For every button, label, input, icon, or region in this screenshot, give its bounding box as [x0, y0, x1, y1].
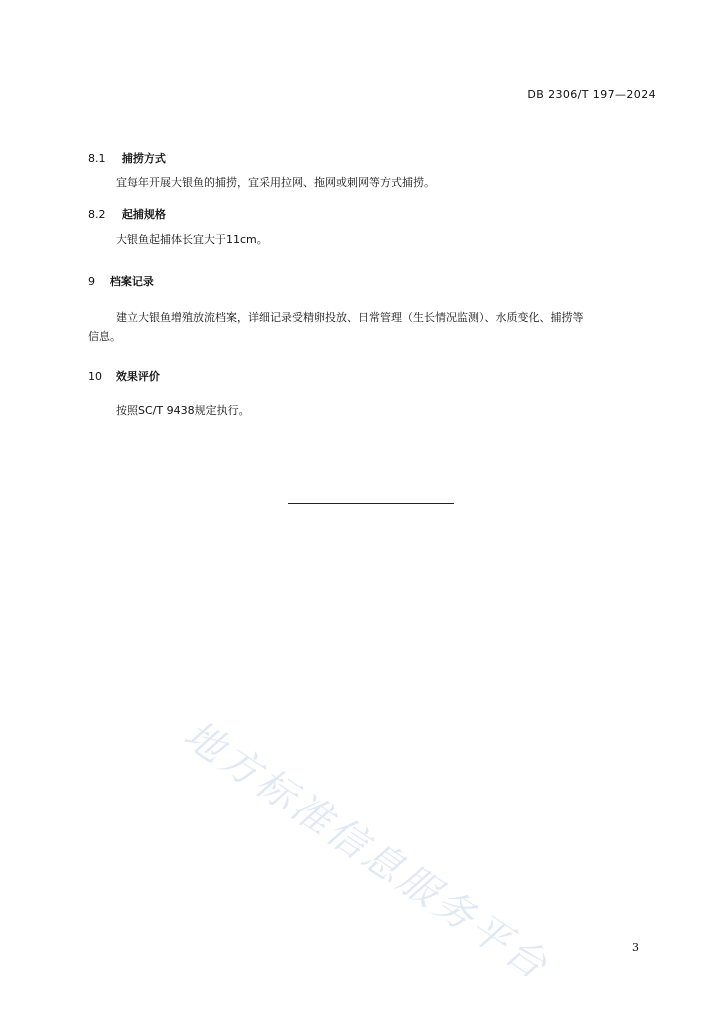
- section-10-text: 按照SC/T 9438规定执行。: [116, 404, 250, 417]
- document-code: DB 2306/T 197—2024: [527, 88, 656, 101]
- section-10-heading: [88, 368, 160, 384]
- section-number: 10: [88, 370, 102, 383]
- page-number: 3: [632, 941, 639, 954]
- section-title: 起捕规格: [121, 208, 166, 221]
- section-title: 效果评价: [115, 370, 160, 383]
- watermark: 地方标准信息服务平台: [175, 712, 558, 991]
- section-9-text-line-2: 信息。: [88, 330, 121, 343]
- section-9-heading: [88, 273, 154, 289]
- section-number: 8.2: [88, 208, 106, 221]
- section-9-text-line-1: 建立大银鱼增殖放流档案，详细记录受精卵投放、日常管理（生长情况监测）、水质变化、捕捞等: [116, 311, 584, 324]
- end-divider: [288, 503, 454, 504]
- section-8-2-heading: [88, 206, 166, 222]
- section-8-1-text: 宜每年开展大银鱼的捕捞，宜采用拉网、拖网或刺网等方式捕捞。: [116, 176, 435, 189]
- section-number: 8.1: [88, 152, 106, 165]
- section-number: 9: [88, 275, 95, 288]
- section-8-1-heading: [88, 150, 166, 166]
- section-title: 捕捞方式: [121, 152, 166, 165]
- section-8-2-text: 大银鱼起捕体长宜大于11cm。: [116, 233, 268, 246]
- section-title: 档案记录: [109, 275, 154, 288]
